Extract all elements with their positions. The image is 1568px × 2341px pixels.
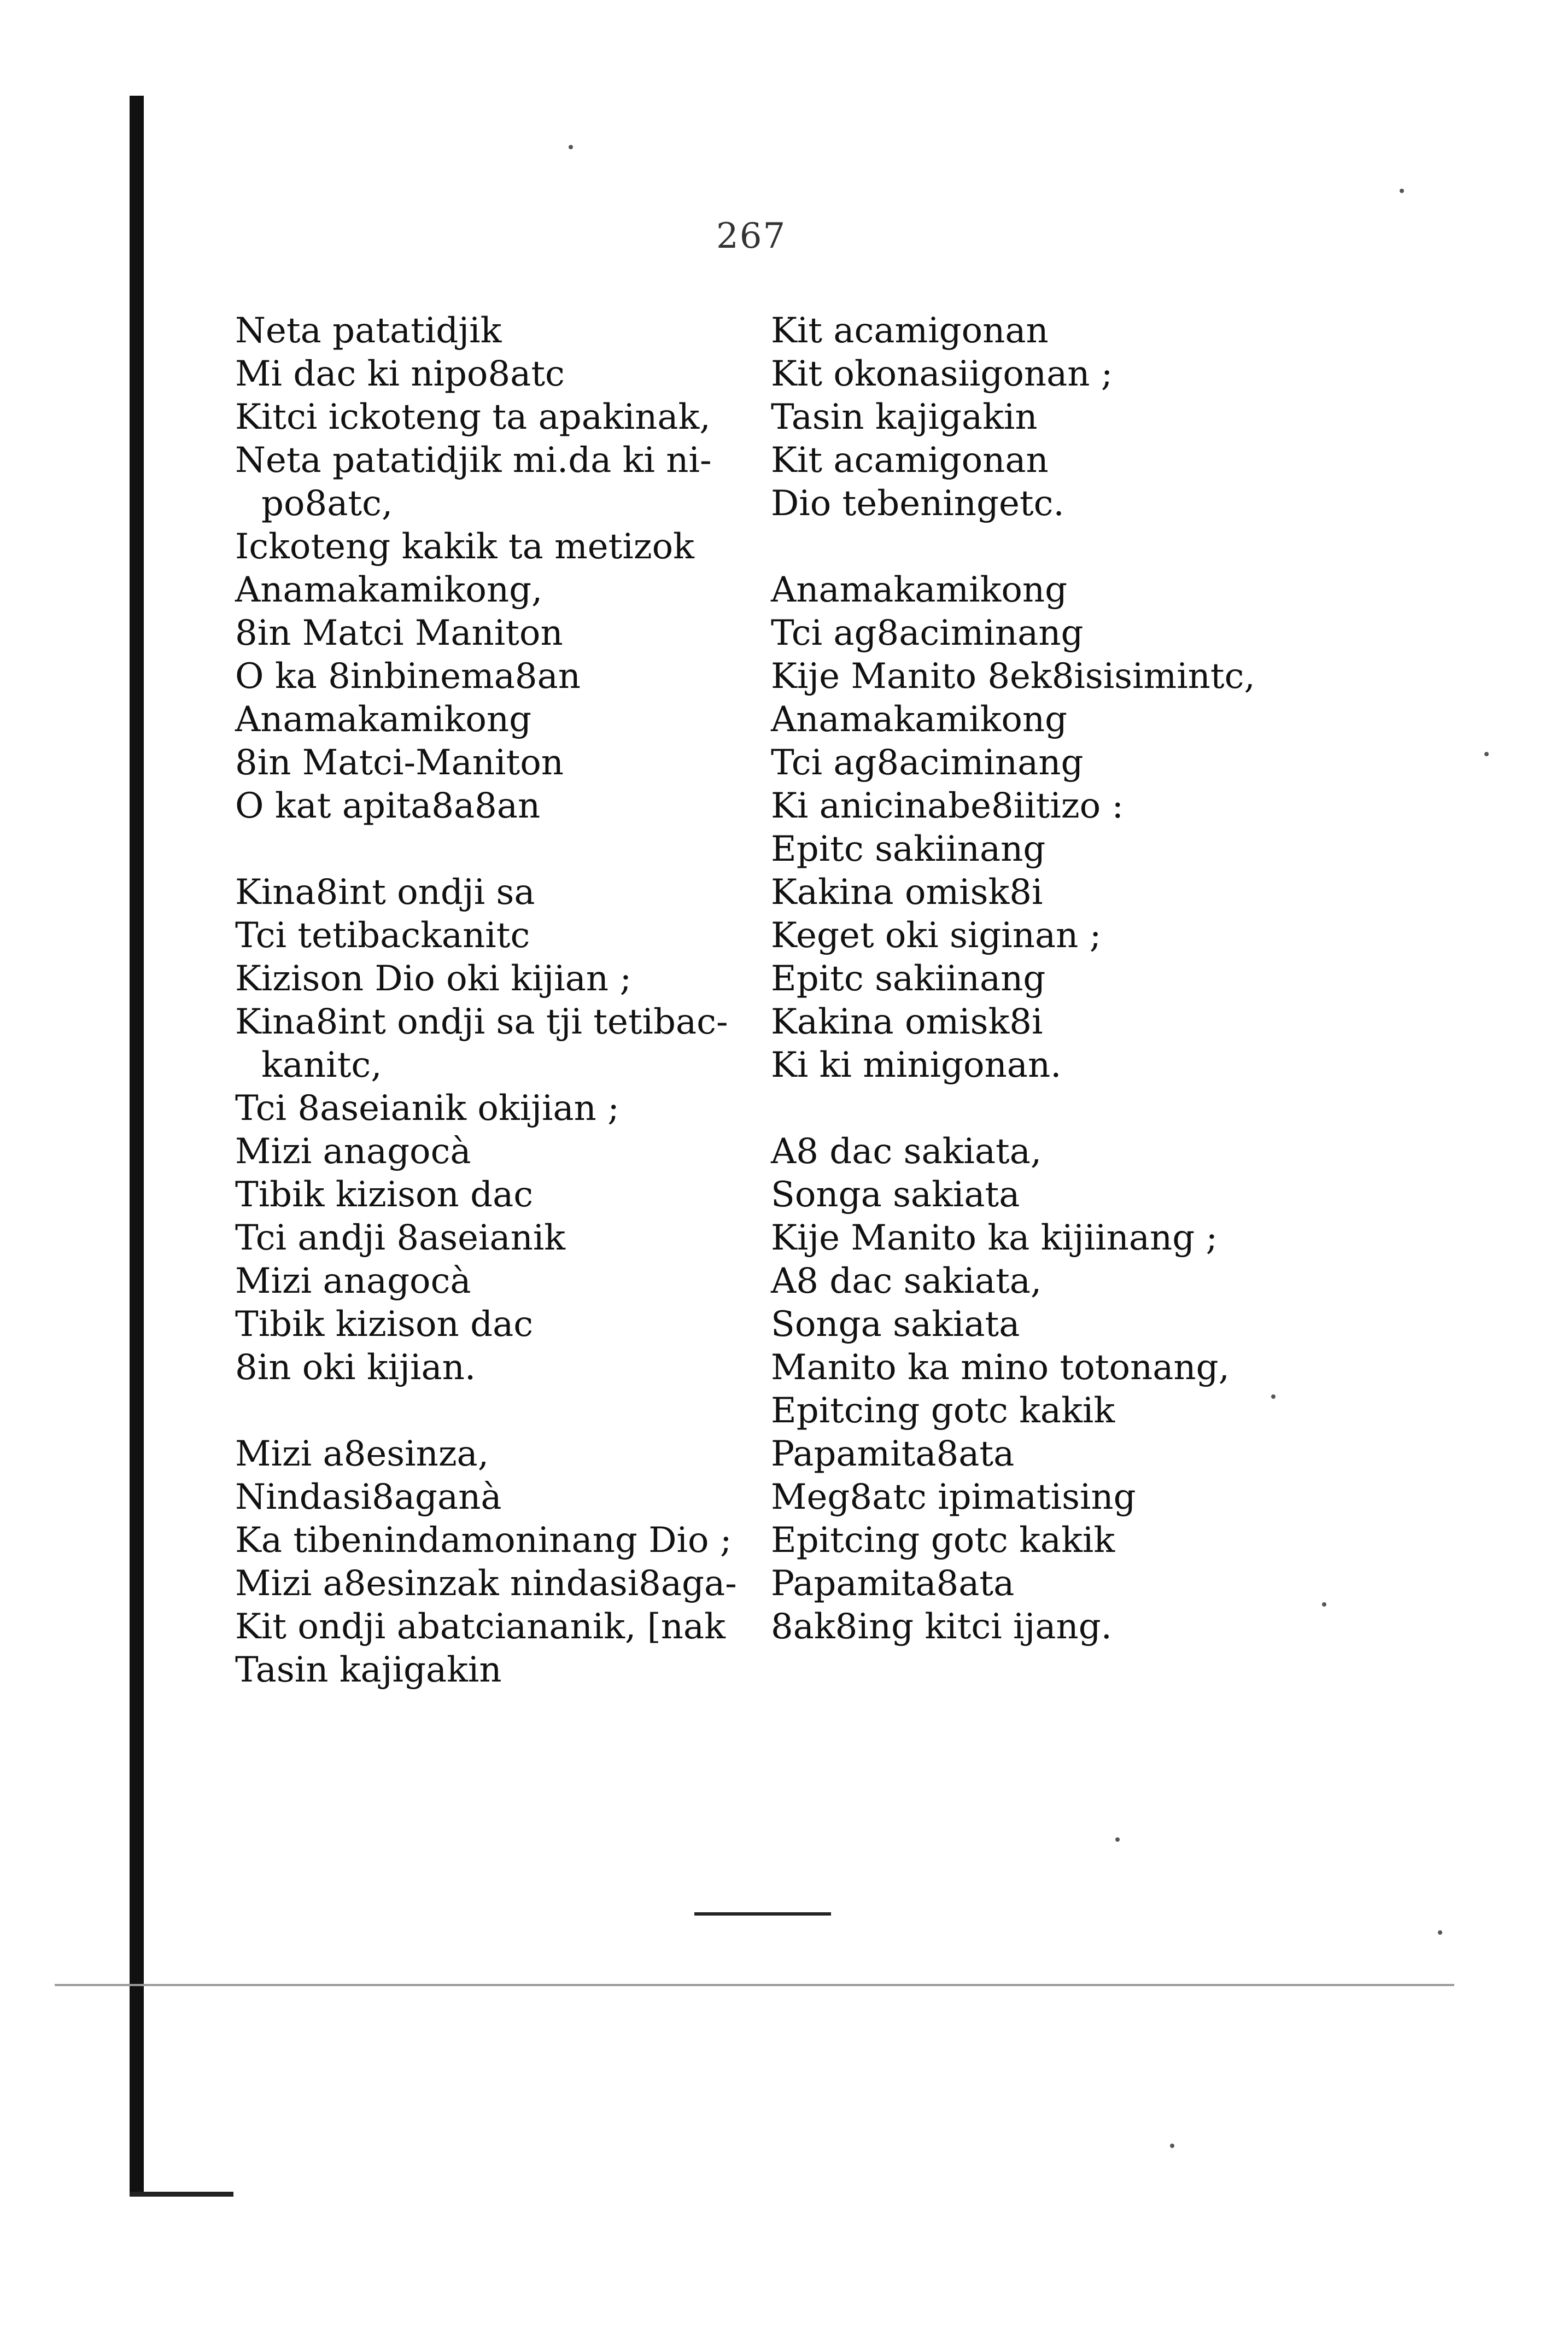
scan-speck: [1484, 752, 1489, 756]
verse-line: Tci ag8aciminang: [771, 743, 1084, 783]
verse-line: Kit acamigonan: [771, 440, 1049, 481]
stanza-gap: [771, 526, 1285, 569]
verse-line: Songa sakiata: [771, 1304, 1020, 1345]
verse-line: Kakina omisk8i: [771, 1002, 1043, 1042]
verse-line: Manito ka mino totonang,: [771, 1347, 1230, 1388]
page-number: 267: [716, 216, 787, 256]
verse-line: Epitc sakiinang: [771, 829, 1046, 869]
verse-line: Kit acamigonan: [771, 311, 1049, 351]
verse-line: Tci 8aseianik okijian ;: [235, 1088, 619, 1129]
scan-speck: [1170, 2144, 1174, 2148]
verse-line: Kije Manito 8ek8isisimintc,: [771, 656, 1255, 697]
scan-speck: [1322, 1602, 1326, 1607]
stanza-gap: [235, 1390, 760, 1433]
scan-speck: [1271, 1394, 1276, 1399]
verse-line: Mizi anagocà: [235, 1131, 471, 1172]
verse-line: 8in Matci-Maniton: [235, 743, 564, 783]
verse-line: Nindasi8aganà: [235, 1477, 502, 1517]
verse-line: Epitcing gotc kakik: [771, 1391, 1115, 1431]
verse-line: Songa sakiata: [771, 1175, 1020, 1215]
verse-line: Kije Manito ka kijiinang ;: [771, 1218, 1218, 1258]
right-text-column: [771, 310, 1285, 1649]
scan-speck: [1115, 1837, 1120, 1842]
verse-line: Kina8int ondji sa: [235, 872, 535, 913]
verse-line: Mi dac ki nipo8atc: [235, 354, 565, 394]
verse-line: O kat apita8a8an: [235, 786, 541, 826]
verse-line: 8ak8ing kitci ijang.: [771, 1607, 1112, 1647]
verse-line: Kina8int ondji sa tji tetibac-: [235, 1002, 728, 1042]
verse-line: Anamakamikong: [235, 699, 532, 740]
verse-line: Tci ag8aciminang: [771, 613, 1084, 653]
binding-edge-bar: [130, 96, 144, 2196]
verse-line: Kizison Dio oki kijian ;: [235, 959, 632, 999]
left-text-column: [235, 310, 760, 1692]
verse-line: Anamakamikong,: [235, 570, 543, 610]
verse-line: Ka tibenindamoninang Dio ;: [235, 1520, 732, 1561]
verse-line: Neta patatidjik mi.da ki ni-: [235, 440, 712, 481]
verse-line: Mizi a8esinzak nindasi8aga-: [235, 1563, 737, 1604]
verse-line: Epitcing gotc kakik: [771, 1520, 1115, 1561]
verse-line: Tibik kizison dac: [235, 1304, 534, 1345]
verse-line: Epitc sakiinang: [771, 959, 1046, 999]
verse-line: Mizi a8esinza,: [235, 1434, 489, 1474]
verse-line: Tasin kajigakin: [771, 397, 1038, 437]
verse-line: A8 dac sakiata,: [771, 1261, 1042, 1301]
verse-line: 8in Matci Maniton: [235, 613, 563, 653]
end-rule: [694, 1912, 831, 1916]
verse-line: Kit okonasiigonan ;: [771, 354, 1113, 394]
verse-line: Tci tetibackanitc: [235, 915, 530, 956]
verse-line: Keget oki siginan ;: [771, 915, 1102, 956]
scan-speck: [569, 145, 573, 149]
verse-line: Tibik kizison dac: [235, 1175, 534, 1215]
verse-line: Tasin kajigakin: [235, 1650, 502, 1690]
verse-line: Mizi anagocà: [235, 1261, 471, 1301]
verse-line: Ki anicinabe8iitizo :: [771, 786, 1124, 826]
verse-line: Tci andji 8aseianik: [235, 1218, 566, 1258]
stanza-gap: [771, 1087, 1285, 1130]
verse-line: A8 dac sakiata,: [771, 1131, 1042, 1172]
verse-line: O ka 8inbinema8an: [235, 656, 581, 697]
verse-line: Kit ondji abatciananik, [nak: [235, 1607, 726, 1647]
verse-line: Anamakamikong: [771, 699, 1068, 740]
verse-line: Papamita8ata: [771, 1563, 1015, 1604]
stanza-gap: [235, 828, 760, 871]
verse-line: po8atc,: [261, 483, 393, 524]
verse-line: Kakina omisk8i: [771, 872, 1043, 913]
binding-edge-foot: [130, 2192, 233, 2197]
scan-speck: [1438, 1930, 1442, 1935]
verse-line: Ki ki minigonan.: [771, 1045, 1062, 1085]
verse-line: Dio tebeningetc.: [771, 483, 1064, 524]
verse-line: Kitci ickoteng ta apakinak,: [235, 397, 711, 437]
verse-line: Ickoteng kakik ta metizok: [235, 527, 694, 567]
verse-line: Neta patatidjik: [235, 311, 502, 351]
verse-line: Anamakamikong: [771, 570, 1068, 610]
scan-speck: [1400, 189, 1404, 193]
scan-artifact-line: [55, 1984, 1454, 1986]
verse-line: 8in oki kijian.: [235, 1347, 476, 1388]
verse-line: Papamita8ata: [771, 1434, 1015, 1474]
verse-line: Meg8atc ipimatising: [771, 1477, 1136, 1517]
verse-line: kanitc,: [261, 1045, 382, 1085]
